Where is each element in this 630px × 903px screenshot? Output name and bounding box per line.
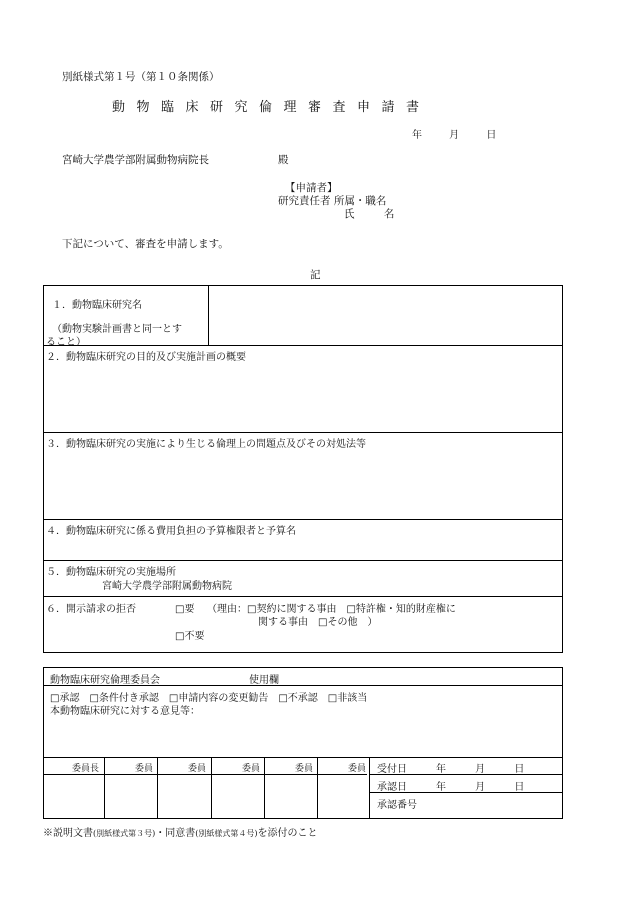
row-location bbox=[44, 561, 562, 597]
approval-number-label: 承認番号 bbox=[377, 800, 417, 811]
addressee: 宮崎大学農学部附属動物病院長 bbox=[62, 154, 209, 166]
row-ethics[interactable] bbox=[44, 433, 562, 520]
honorific: 殿 bbox=[278, 154, 289, 166]
received-date-label: 受付日 bbox=[377, 764, 407, 775]
divider bbox=[317, 757, 318, 818]
row-research-name bbox=[44, 286, 562, 346]
footnote-text: ※説明文書 bbox=[43, 828, 93, 839]
member-label: 委員 bbox=[295, 764, 314, 774]
decision-options[interactable]: □承認 □条件付き承認 □申請内容の変更勧告 □不承認 □非該当 bbox=[50, 693, 368, 704]
member-label: 委員 bbox=[348, 764, 367, 774]
item4-label: ４．動物臨床研究に係る費用負担の予算権限者と予算名 bbox=[46, 526, 296, 537]
item6-label: ６．開示請求の拒否 bbox=[46, 604, 136, 615]
footnote-form3: (別紙様式第３号) bbox=[93, 829, 156, 838]
opinion-label: 本動物臨床研究に対する意見等： bbox=[50, 706, 200, 717]
row-disclosure bbox=[44, 597, 562, 652]
footnote-form4: (別紙様式第４号) bbox=[195, 829, 258, 838]
member-label: 委員 bbox=[135, 764, 154, 774]
member-label: 委員 bbox=[242, 764, 261, 774]
committee-usage: 使用欄 bbox=[249, 675, 279, 686]
applicant-name: 氏 名 bbox=[344, 208, 395, 220]
divider bbox=[264, 757, 265, 818]
row-purpose[interactable] bbox=[44, 346, 562, 433]
item2-label: ２．動物臨床研究の目的及び実施計画の概要 bbox=[46, 352, 246, 363]
approved-date-value[interactable]: 年 月 日 bbox=[436, 782, 525, 793]
divider bbox=[44, 774, 367, 775]
item5-value: 宮崎大学農学部附属動物病院 bbox=[102, 581, 232, 592]
application-table bbox=[43, 285, 563, 653]
divider bbox=[369, 757, 370, 818]
item3-label: ３．動物臨床研究の実施により生じる倫理上の問題点及びその対処法等 bbox=[46, 439, 366, 450]
item5-label: ５．動物臨床研究の実施場所 bbox=[46, 567, 176, 578]
row-budget[interactable] bbox=[44, 520, 562, 561]
committee-heading: 動物臨床研究倫理委員会 bbox=[50, 675, 160, 686]
disclosure-not-required-checkbox[interactable]: □不要 bbox=[175, 631, 205, 642]
column-divider bbox=[208, 286, 209, 345]
item1-label: １．動物臨床研究名 bbox=[52, 300, 142, 311]
committee-table bbox=[43, 667, 563, 819]
disclosure-reason-line2[interactable]: 関する事由 □その他 ） bbox=[258, 617, 378, 628]
item1-note1: （動物実験計画書と同一とす bbox=[52, 324, 182, 335]
disclosure-required-checkbox[interactable]: □要 bbox=[175, 604, 195, 615]
date-line: 年 月 日 bbox=[412, 130, 497, 141]
divider bbox=[157, 757, 158, 818]
received-date-value[interactable]: 年 月 日 bbox=[436, 764, 525, 775]
research-name-field[interactable] bbox=[210, 286, 562, 345]
footnote-text: を添付のこと bbox=[257, 828, 318, 839]
item1-note2: ること） bbox=[46, 337, 86, 348]
footnote bbox=[43, 824, 318, 839]
divider bbox=[211, 757, 212, 818]
member-label: 委員 bbox=[188, 764, 207, 774]
approved-date-label: 承認日 bbox=[377, 782, 407, 793]
applicant-affiliation: 研究責任者 所属・職名 bbox=[278, 195, 387, 207]
chair-label: 委員長 bbox=[72, 764, 100, 774]
intro-text: 下記について、審査を申請します。 bbox=[62, 238, 229, 250]
divider bbox=[44, 757, 562, 758]
form-number: 別紙様式第１号（第１０条関係） bbox=[62, 71, 220, 83]
page-title: 動物臨床研究倫理審査申請書 bbox=[112, 100, 431, 115]
ki-heading: 記 bbox=[310, 269, 321, 281]
divider bbox=[104, 757, 105, 818]
applicant-heading: 【申請者】 bbox=[285, 182, 338, 194]
disclosure-reason-line1[interactable]: （理由：□契約に関する事由 □特許権・知的財産権に bbox=[207, 604, 456, 615]
divider bbox=[44, 685, 562, 686]
footnote-text: ・同意書 bbox=[155, 828, 196, 839]
